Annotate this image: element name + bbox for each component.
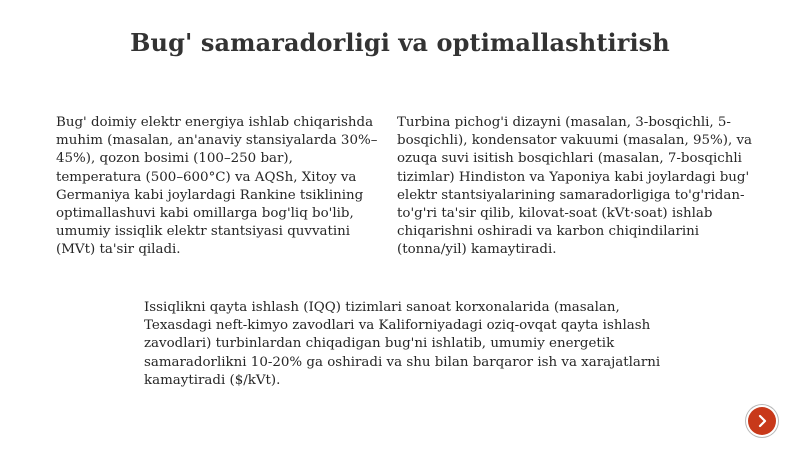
slide-title: Bug' samaradorligi va optimallashtirish: [130, 28, 670, 57]
left-paragraph: Bug' doimiy elektr energiya ishlab chiqarishda muhim (masalan, an'anaviy stansiyalarda 30%–45%), qozon bosimi (100–250 bar), temperatura (500–600°C) va AQSh, Xitoy va Germaniya kabi joylardagi Rankine tsiklining optimallashuvi kabi omillarga bog'liq bo'lib, umumiy issiqlik elektr stantsiyasi quvvatini (MVt) ta'sir qiladi.: [56, 115, 378, 258]
next-slide-button[interactable]: [748, 407, 776, 435]
right-paragraph: Turbina pichog'i dizayni (masalan, 3-bosqichli, 5-bosqichli), kondensator vakuumi (masalan, 95%), va ozuqa suvi isitish bosqichlari (masalan, 7-bosqichli tizimlar) Hindiston va Yaponiya kabi joylardagi bug' elektr stantsiyalarining samaradorligiga to'g'ridan-to'g'ri ta'sir qilib, kilovat-soat (kVt·soat) ishlab chiqarishni oshiradi va karbon chiqindilarini (tonna/yil) kamaytiradi.: [397, 115, 753, 258]
arrow-right-icon: [754, 413, 770, 429]
bottom-paragraph: Issiqlikni qayta ishlash (IQQ) tizimlari sanoat korxonalarida (masalan, Texasdagi neft-kimyo zavodlari va Kaliforniyadagi oziq-ovqat qayta ishlash zavodlari) turbinlardan chiqadigan bug'ni ishlatib, umumiy energetik samaradorlikni 10-20% ga oshiradi va shu bilan barqaror ish va xarajatlarni kamaytiradi ($/kVt).: [144, 300, 661, 388]
